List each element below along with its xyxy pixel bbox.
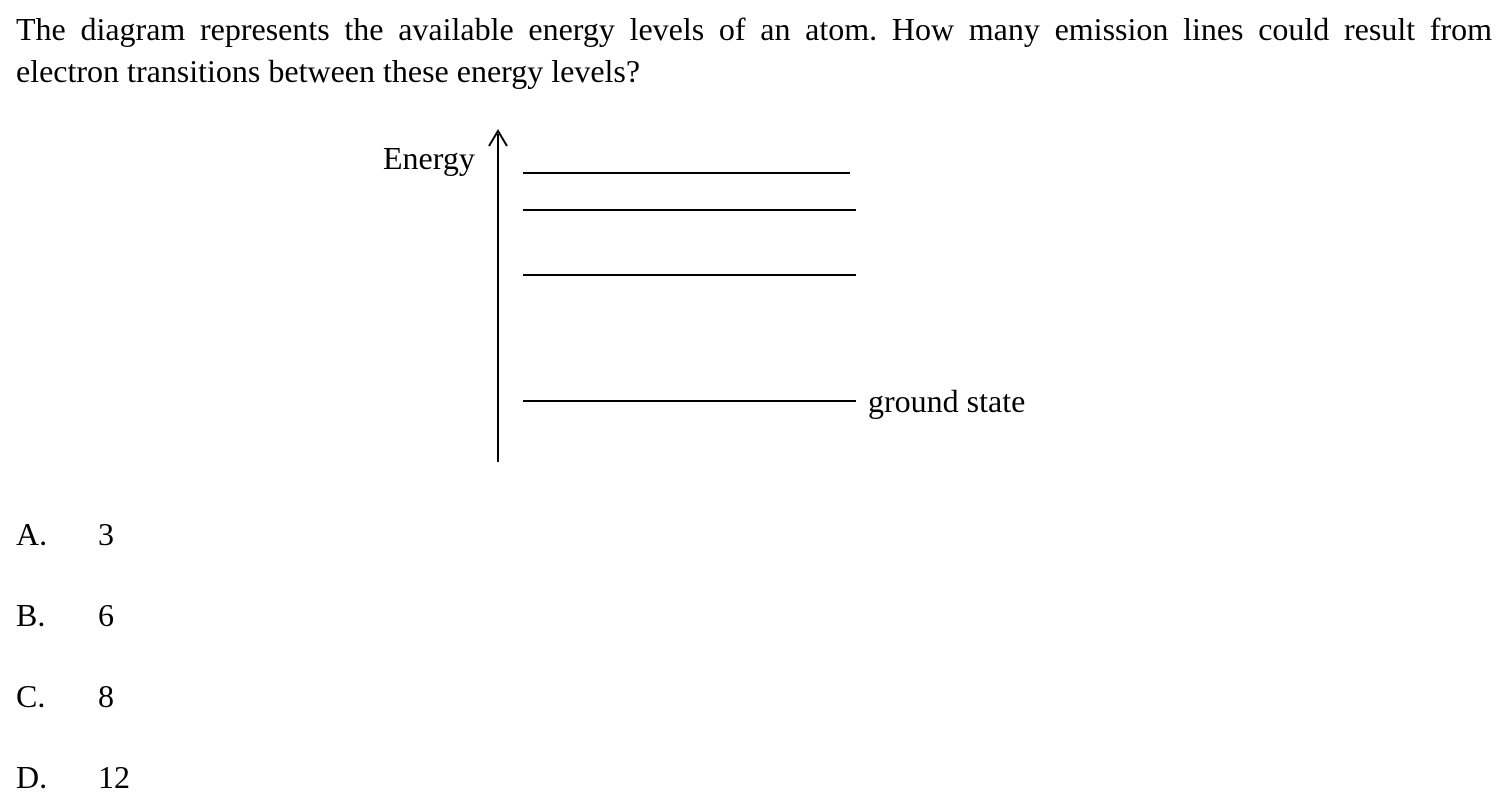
ground-state-label: ground state xyxy=(868,383,1026,419)
option-value: 12 xyxy=(98,759,130,795)
option-letter: D. xyxy=(16,759,48,795)
energy-axis-label: Energy xyxy=(383,140,475,176)
option-letter: B. xyxy=(16,597,46,633)
answer-option-b[interactable] xyxy=(16,595,114,635)
answer-option-c[interactable] xyxy=(16,676,114,716)
answer-option-a[interactable] xyxy=(16,514,114,554)
option-value: 8 xyxy=(98,678,114,714)
option-value: 3 xyxy=(98,516,114,552)
answer-option-d[interactable] xyxy=(16,757,130,797)
option-letter: C. xyxy=(16,678,46,714)
option-letter: A. xyxy=(16,516,48,552)
option-value: 6 xyxy=(98,597,114,633)
question-text: The diagram represents the available energy levels of an atom. How many emission lines could result from electron transitions between these energy levels? xyxy=(16,11,1492,89)
